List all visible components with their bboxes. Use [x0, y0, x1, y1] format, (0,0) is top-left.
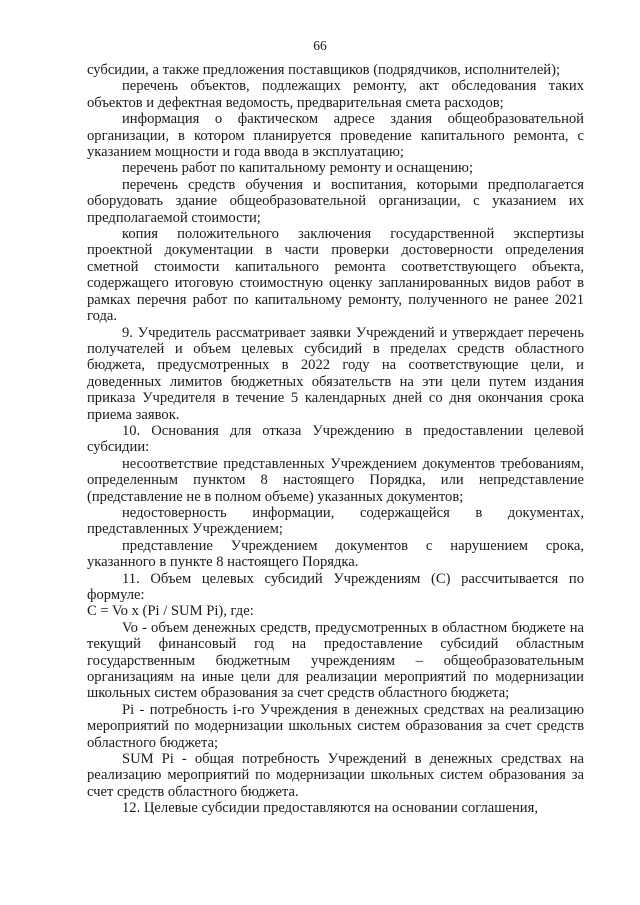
paragraph: 9. Учредитель рассматривает заявки Учреждений и утверждает перечень получателей и объем целевых субсидий в пределах средств областного бюджета, предусмотренных в 2022 году на соответствующие цели, и доведенных лимитов бюджетных обязательств на эти цели путем издания приказа Учредителя в течение 5 календарных дней со дня окончания срока приема заявок. [87, 324, 584, 423]
paragraph: перечень объектов, подлежащих ремонту, акт обследования таких объектов и дефектная ведомость, предварительная смета расходов; [87, 78, 584, 111]
paragraph: недостоверность информации, содержащейся в документах, представленных Учреждением; [87, 504, 584, 538]
paragraph: 11. Объем целевых субсидий Учреждениям (C) рассчитывается по формуле: [87, 570, 584, 603]
paragraph: представление Учреждением документов с нарушением срока, указанного в пункте 8 настоящего Порядка. [87, 537, 584, 571]
paragraph: субсидии, а также предложения поставщиков (подрядчиков, исполнителей); [87, 62, 561, 78]
document-body [87, 62, 584, 817]
paragraph: перечень работ по капитальному ремонту и оснащению; [122, 160, 474, 177]
formula: C = Vo x (Pi / SUM Pi), где: [87, 603, 254, 620]
paragraph: 12. Целевые субсидии предоставляются на основании соглашения, [122, 800, 538, 817]
paragraph: перечень средств обучения и воспитания, которыми предполагается оборудовать здание общеобразовательной организации, с указанием их предполагаемой стоимости; [87, 176, 584, 226]
page-number: 66 [313, 38, 327, 53]
paragraph: информация о фактическом адресе здания общеобразовательной организации, в котором планируется проведение капитального ремонта, с указанием мощности и года ввода в эксплуатацию; [87, 111, 584, 161]
paragraph: Vo - объем денежных средств, предусмотренных в областном бюджете на текущий финансовый год на предоставление субсидий областным государственным бюджетным учреждениям – общеобразовательным организациям на иные цели для реализации мероприятий по модернизации школьных систем образования за счет средств областного бюджета; [87, 619, 584, 702]
paragraph: несоответствие представленных Учреждением документов требованиям, определенным пунктом 8 настоящего Порядка, или непредставление (представление не в полном объеме) указанных документов; [87, 455, 584, 505]
paragraph: 10. Основания для отказа Учреждению в предоставлении целевой субсидии: [87, 422, 584, 456]
paragraph: SUM Pi - общая потребность Учреждений в денежных средствах на реализацию мероприятий по модернизации школьных систем образования за счет средств областного бюджета. [87, 751, 584, 800]
paragraph: Pi - потребность i-го Учреждения в денежных средствах на реализацию мероприятий по модернизации школьных систем образования за счет средств областного бюджета; [87, 701, 584, 751]
paragraph: копия положительного заключения государственной экспертизы проектной документации в части проверки достоверности определения сметной стоимости капитального ремонта соответствующего объекта, содержащего итоговую стоимостную оценку запланированных видов работ в рамках перечня работ по капитальному ремонту, полученного не ранее 2021 года. [87, 226, 584, 325]
